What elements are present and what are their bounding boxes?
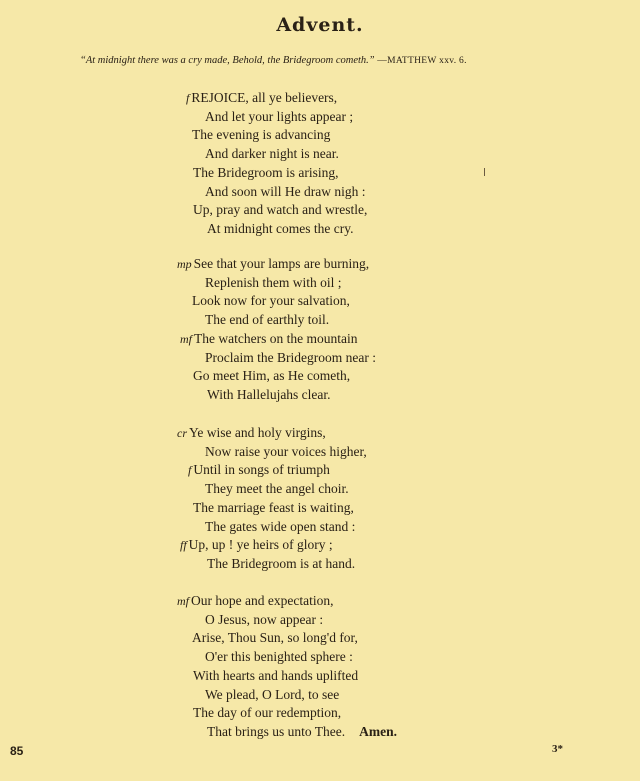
line-text: And darker night is near.	[205, 146, 339, 162]
poem-line	[180, 331, 357, 347]
line-text: Replenish them with oil ;	[205, 274, 342, 290]
line-text: The Bridegroom is at hand.	[207, 555, 356, 571]
dynamic-marking: f	[186, 91, 190, 105]
line-text: With Hallelujahs clear.	[207, 386, 331, 402]
line-text: Now raise your voices higher,	[205, 443, 367, 459]
line-text: They meet the angel choir.	[205, 481, 349, 497]
line-text: And let your lights appear ;	[205, 108, 354, 124]
line-text: At midnight comes the cry.	[207, 220, 354, 236]
poem-line	[205, 275, 342, 291]
line-text: Proclaim the Bridegroom near :	[205, 349, 376, 365]
poem-line	[177, 425, 326, 441]
dynamic-marking: mp	[177, 257, 192, 271]
line-text: Go meet Him, as He cometh,	[193, 368, 351, 384]
line-text: REJOICE, all ye believers,	[191, 90, 338, 105]
line-text: Up, up ! ye heirs of glory ;	[188, 537, 333, 553]
line-text: The gates wide open stand :	[205, 518, 356, 534]
poem-line	[177, 593, 333, 609]
dynamic-marking: f	[188, 463, 192, 478]
signature-mark: 3*	[552, 743, 563, 755]
poem-line	[207, 387, 331, 403]
line-text: Look now for your salvation,	[192, 293, 350, 309]
poem-line	[193, 500, 354, 516]
poem-line	[205, 350, 376, 366]
poem-line	[205, 649, 353, 665]
line-text: Until in songs of triumph	[193, 462, 330, 478]
line-text: O Jesus, now appear :	[205, 611, 324, 627]
page-number: 85	[10, 744, 24, 758]
poem-line	[193, 368, 350, 384]
poem-line	[205, 687, 339, 703]
poem-line	[193, 165, 338, 181]
poem-line	[205, 146, 339, 162]
poem-line	[192, 630, 358, 646]
line-text: The end of earthly toil.	[205, 312, 330, 328]
poem-line	[186, 90, 337, 106]
epigraph-reference: —MATTHEW xxv. 6.	[377, 56, 467, 66]
dynamic-marking: cr	[177, 426, 187, 440]
poem-line	[205, 519, 355, 535]
line-text: Ye wise and holy virgins,	[189, 425, 326, 440]
poem-line	[205, 109, 353, 125]
poem-line	[205, 312, 329, 328]
page-title: Advent.	[276, 14, 364, 36]
poem-line	[205, 444, 367, 460]
poem-line	[207, 724, 397, 740]
epigraph	[80, 55, 560, 66]
line-text: The day of our redemption,	[193, 705, 342, 721]
line-text: The evening is advancing	[192, 127, 331, 143]
poem-line	[177, 256, 369, 272]
line-text: Our hope and expectation,	[191, 593, 334, 608]
line-text: See that your lamps are burning,	[193, 256, 370, 271]
line-text: With hearts and hands uplifted	[193, 667, 359, 683]
poem-line	[205, 612, 323, 628]
line-text: The watchers on the mountain	[194, 330, 358, 346]
poem-line	[193, 202, 367, 218]
poem-line	[207, 221, 353, 237]
poem-line	[192, 127, 330, 143]
poem-line	[188, 462, 330, 478]
amen-closing: Amen.	[359, 723, 397, 739]
poem-line	[193, 705, 341, 721]
poem-line	[205, 481, 349, 497]
poem-line	[192, 293, 350, 309]
line-text: Up, pray and watch and wrestle,	[193, 202, 368, 218]
margin-tick	[484, 168, 485, 176]
dynamic-marking: mf	[177, 594, 189, 608]
line-text: O'er this benighted sphere :	[205, 649, 353, 665]
poem-line	[180, 537, 333, 553]
dynamic-marking: ff	[180, 538, 187, 553]
epigraph-quote: “At midnight there was a cry made, Behold, the Bridegroom cometh.”	[80, 55, 375, 66]
poem-line	[207, 556, 355, 572]
poem-line	[193, 668, 358, 684]
line-text: The Bridegroom is arising,	[193, 164, 339, 180]
dynamic-marking: mf	[180, 331, 192, 346]
line-text: And soon will He draw nigh :	[205, 183, 366, 199]
line-text: We plead, O Lord, to see	[205, 686, 340, 702]
poem-line	[205, 184, 365, 200]
line-text: The marriage feast is waiting,	[193, 499, 354, 515]
line-text: Arise, Thou Sun, so long'd for,	[192, 630, 358, 646]
line-text: That brings us unto Thee.	[207, 723, 346, 739]
